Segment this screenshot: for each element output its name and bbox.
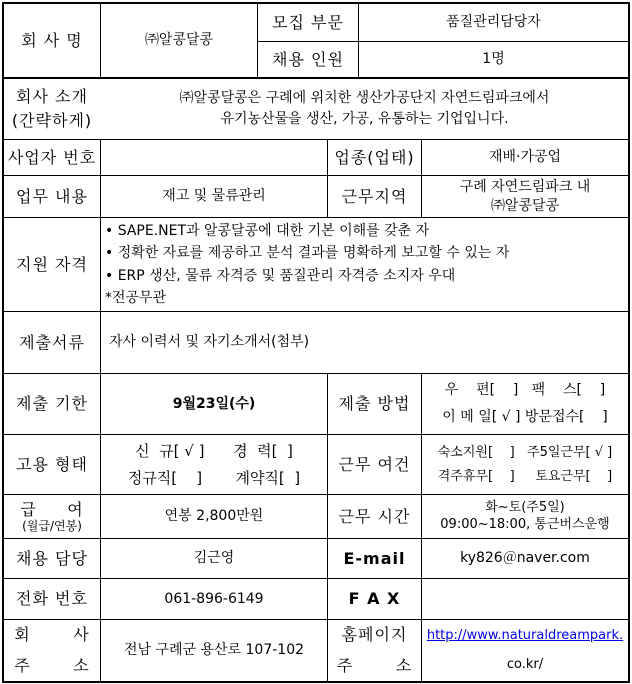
- salary-label-line-1: 급 여: [20, 499, 84, 519]
- hours-value: [422, 495, 628, 538]
- conditions-label: 근무 여건: [338, 454, 411, 474]
- address-label-line-2: 주 소: [14, 655, 90, 675]
- method-value: [422, 374, 628, 434]
- conditions-value: [422, 435, 628, 494]
- company-name-label: 회 사 명: [21, 30, 83, 50]
- industry-value: 재배·가공업: [488, 149, 562, 165]
- deadline-value: 9월23일(수): [172, 395, 256, 412]
- bizno-value: [101, 140, 327, 175]
- salary-label-line-2: (월급/연봉): [22, 518, 82, 533]
- homepage-link-line-2[interactable]: co.kr/: [506, 656, 544, 672]
- homepage-label: [328, 620, 421, 681]
- method-label: 제출 방법: [338, 394, 411, 413]
- qualification-item: • SAPE.NET과 알콩달콩에 대한 기본 이해를 갖춘 자: [105, 222, 430, 239]
- qualification-label: 지원 자격: [16, 254, 88, 274]
- intro-line-1: ㈜알콩달콩은 구례에 위치한 생산가공단지 자연드림파크에서: [179, 90, 550, 106]
- homepage-link[interactable]: [422, 620, 628, 681]
- phone-label: 전화 번호: [16, 589, 88, 608]
- headcount-value: 1명: [482, 51, 505, 67]
- intro-label-line-1: 회사 소개: [16, 87, 88, 106]
- intro-label: [4, 79, 100, 139]
- industry-label: 업종(업태): [334, 147, 415, 167]
- employment-type-value: [101, 435, 327, 494]
- documents-label: 제출서류: [19, 332, 85, 352]
- deadline-label: 제출 기한: [16, 394, 88, 413]
- duty-label: 업무 내용: [16, 186, 88, 206]
- qualification-item: • 정확한 자료를 제공하고 분석 결과를 명확하게 보고할 수 있는 자: [105, 245, 510, 262]
- address-value: 전남 구례군 용산로 107-102: [123, 642, 305, 658]
- address-label: [4, 620, 100, 681]
- salary-label: [4, 495, 100, 538]
- homepage-label-line-1: 홈페이지: [341, 625, 408, 645]
- qualification-item: • ERP 생산, 물류 자격증 및 품질관리 자격증 소지자 우대: [105, 267, 456, 284]
- location-line-2: ㈜알콩달콩: [490, 197, 560, 214]
- conditions-line-2: 격주휴무[ ] 토요근무[ ]: [437, 468, 613, 484]
- homepage-label-line-2: 주 소: [336, 655, 413, 675]
- intro-label-line-2: (간략하게): [11, 111, 93, 130]
- intro-text: [101, 79, 628, 139]
- email-label: E-mail: [343, 548, 406, 568]
- employment-type-line-1: 신 규[ √ ] 경 력[ ]: [135, 441, 293, 460]
- phone-value: 061-896-6149: [164, 590, 264, 607]
- conditions-line-1: 숙소지원[ ] 주5일근무[ √ ]: [437, 445, 613, 461]
- employment-type-line-2: 정규직[ ] 계약직[ ]: [127, 468, 301, 487]
- email-value[interactable]: ky826＠naver.com: [460, 550, 590, 566]
- location-label: 근무지역: [341, 186, 408, 206]
- headcount-label: 채용 인원: [272, 49, 344, 69]
- homepage-link-line-1[interactable]: http://www.naturaldreampark.: [426, 627, 624, 643]
- documents-value: 자사 이력서 및 자기소개서(첨부): [109, 334, 310, 350]
- hours-line-2: 09:00~18:00, 통근버스운행: [440, 516, 610, 532]
- hours-line-1: 화~토(주5일): [485, 499, 565, 515]
- hours-label: 근무 시간: [338, 506, 411, 526]
- address-label-line-1: 회 사: [14, 625, 90, 645]
- method-line-1: 우 편[ ] 팩 스[ ]: [444, 382, 606, 399]
- contact-value: 김근영: [193, 550, 235, 566]
- intro-line-2: 유기농산물을 생산, 가공, 유통하는 기업입니다.: [220, 111, 509, 127]
- contact-label: 채용 담당: [16, 548, 88, 568]
- fax-label: F A X: [348, 589, 401, 608]
- employment-type-label: 고용 형태: [16, 454, 88, 474]
- location-value: [422, 176, 628, 217]
- qualification-list: [101, 218, 628, 311]
- duty-value: 재고 및 물류관리: [162, 188, 266, 204]
- method-line-2: 이 메 일[ √ ] 방문접수[ ]: [442, 409, 608, 425]
- qualification-item: *전공무관: [105, 289, 167, 306]
- location-line-1: 구례 자연드림파크 내: [459, 179, 591, 196]
- bizno-label: 사업자 번호: [7, 147, 97, 167]
- salary-value: 연봉 2,800만원: [164, 508, 264, 524]
- recruit-dept-label: 모집 부문: [272, 12, 344, 32]
- recruit-dept-value: 품질관리담당자: [446, 14, 541, 30]
- company-name-value: ㈜알콩달콩: [144, 32, 214, 48]
- fax-value: [422, 579, 628, 619]
